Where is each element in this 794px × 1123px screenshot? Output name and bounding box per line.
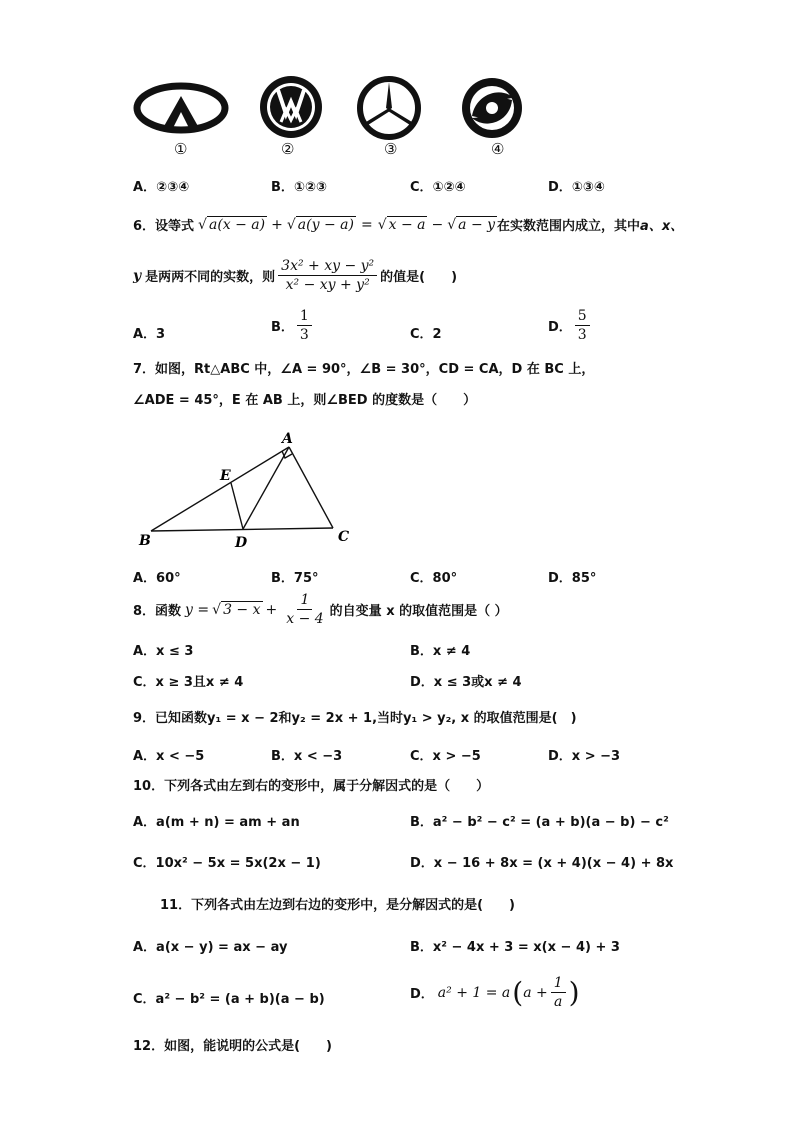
q6-tail: 的值是( )	[380, 270, 458, 285]
q9-option-c[interactable]: C．x > −5	[410, 749, 481, 764]
q8-option-b[interactable]: B．x ≠ 4	[410, 644, 471, 659]
q6-sqrt-4: a − y	[458, 217, 496, 233]
logo-label-3: ③	[384, 140, 398, 158]
q7-label-b: B	[139, 533, 151, 549]
logo-label-4: ④	[491, 140, 505, 158]
q6-sqrt-2: a(y − a)	[297, 217, 354, 233]
q7-line-2: ∠ADE = 45°，E 在 AB 上，则∠BED 的度数是（ ）	[133, 393, 477, 408]
q11-option-d-inner: a +	[523, 984, 548, 1001]
q8-y-eq: y =	[185, 601, 210, 618]
q8-option-d[interactable]: D．x ≤ 3或x ≠ 4	[410, 675, 522, 690]
q8-option-c[interactable]: C．x ≥ 3且x ≠ 4	[133, 675, 244, 690]
q11-option-d-frac-den: a	[554, 994, 563, 1010]
q6-fraction-den: x² − xy + y²	[285, 277, 370, 293]
logo-label-1: ①	[174, 140, 188, 158]
q5-option-c[interactable]: C．①②④	[410, 180, 466, 195]
q6-number: 6．设等式	[133, 219, 195, 234]
q6-line-2	[133, 258, 457, 293]
q6-fraction	[278, 258, 377, 293]
q6-option-d-label: D．	[548, 320, 572, 335]
q7-option-b[interactable]: B．75°	[271, 571, 319, 586]
q8-tail: 的自变量 x 的取值范围是（ ）	[329, 604, 508, 619]
infiniti-logo-icon	[133, 78, 229, 138]
q6-option-d-num: 5	[575, 308, 590, 326]
q5-option-b[interactable]: B．①②③	[271, 180, 327, 195]
q10-option-d[interactable]: D．x − 16 + 8x = (x + 4)(x − 4) + 8x	[410, 856, 674, 871]
q5-option-a[interactable]: A．②③④	[133, 180, 190, 195]
q7-label-a: A	[282, 431, 293, 447]
q10-option-a[interactable]: A．a(m + n) = am + an	[133, 815, 300, 830]
q6-minus: −	[431, 216, 444, 233]
q11-text: 11．下列各式由左边到右边的变形中，是分解因式的是( )	[160, 898, 515, 913]
q9-option-b[interactable]: B．x < −3	[271, 749, 343, 764]
q6-vars: a、x、	[640, 219, 684, 234]
q7-line-1: 7．如图，Rt△ABC 中，∠A = 90°，∠B = 30°，CD = CA，D 在 BC 上，	[133, 362, 595, 377]
q10-option-b[interactable]: B．a² − b² − c² = (a + b)(a − b) − c²	[410, 815, 669, 830]
q8-sqrt: 3 − x	[223, 602, 261, 618]
q8-plus: +	[265, 601, 278, 618]
q6-text-1: 在实数范围内成立，其中	[497, 219, 641, 234]
q7-option-c[interactable]: C．80°	[410, 571, 458, 586]
q11-option-b[interactable]: B．x² − 4x + 3 = x(x − 4) + 3	[410, 940, 620, 955]
q6-option-b-num: 1	[297, 308, 312, 326]
dongfeng-logo-icon	[456, 76, 528, 140]
q10-option-c[interactable]: C．10x² − 5x = 5x(2x − 1)	[133, 856, 321, 871]
q8-fraction-num: 1	[297, 592, 312, 610]
q8-line: 8．函数 y = √ 3 − x + $\frac{1}{x - 4}$ 的自变量 x 的取值范围是（ ）	[133, 592, 508, 627]
q8-fraction-den: x − 4	[286, 611, 324, 627]
q11-option-d-expr: a² + 1 = a	[437, 984, 511, 1001]
q12-text: 12．如图，能说明的公式是( )	[133, 1039, 332, 1054]
q7-label-c: C	[338, 529, 350, 545]
q7-option-a[interactable]: A．60°	[133, 571, 181, 586]
q6-sqrt-3: x − a	[388, 217, 426, 233]
q6-line-1: 6．设等式 √ a(x − a) + √ a(y − a) = √ x − a − √ a − y 在实数范围内成立，其中 a、x、	[133, 216, 684, 234]
q10-text: 10．下列各式由左到右的变形中，属于分解因式的是（ ）	[133, 779, 490, 794]
q6-option-d[interactable]	[548, 308, 593, 343]
q9-option-a[interactable]: A．x < −5	[133, 749, 205, 764]
q11-option-d-frac-num: 1	[551, 975, 566, 993]
q6-sqrt-1: a(x − a)	[208, 217, 266, 233]
q6-y: y	[133, 267, 142, 284]
q11-option-d-fraction	[551, 975, 566, 1010]
q6-plus: +	[271, 216, 283, 233]
q6-option-b-den: 3	[299, 327, 309, 343]
q7-triangle-figure	[133, 425, 363, 555]
q11-option-d[interactable]: D． a² + 1 = a ( a + $\frac{1}{a}$ )	[410, 975, 580, 1010]
q6-option-d-den: 3	[577, 327, 587, 343]
q6-text-2: 是两两不同的实数，则	[145, 270, 276, 285]
q6-option-a[interactable]: A．3	[133, 327, 166, 342]
mercedes-logo-icon	[354, 76, 424, 140]
volkswagen-logo-icon	[256, 74, 326, 140]
q11-option-a[interactable]: A．a(x − y) = ax − ay	[133, 940, 288, 955]
q5-option-d[interactable]: D．①③④	[548, 180, 605, 195]
q6-option-b-label: B．	[271, 320, 294, 335]
q11-option-c[interactable]: C．a² − b² = (a + b)(a − b)	[133, 992, 325, 1007]
q6-option-b[interactable]	[271, 308, 315, 343]
q7-label-d: D	[235, 535, 248, 551]
q7-label-e: E	[220, 468, 231, 484]
q9-option-d[interactable]: D．x > −3	[548, 749, 621, 764]
q8-head: 8．函数	[133, 604, 182, 619]
q6-fraction-num: 3x² + xy − y²	[278, 258, 377, 276]
q9-text: 9．已知函数y₁ = x − 2和y₂ = 2x + 1,当时y₁ > y₂, x 的取值范围是( )	[133, 711, 577, 726]
q7-option-d[interactable]: D．85°	[548, 571, 597, 586]
logo-label-2: ②	[281, 140, 295, 158]
q8-option-a[interactable]: A．x ≤ 3	[133, 644, 194, 659]
q6-option-c[interactable]: C．2	[410, 327, 442, 342]
q8-fraction	[283, 592, 326, 627]
q11-option-d-label: D．	[410, 987, 434, 1002]
q6-equals: =	[360, 216, 373, 233]
